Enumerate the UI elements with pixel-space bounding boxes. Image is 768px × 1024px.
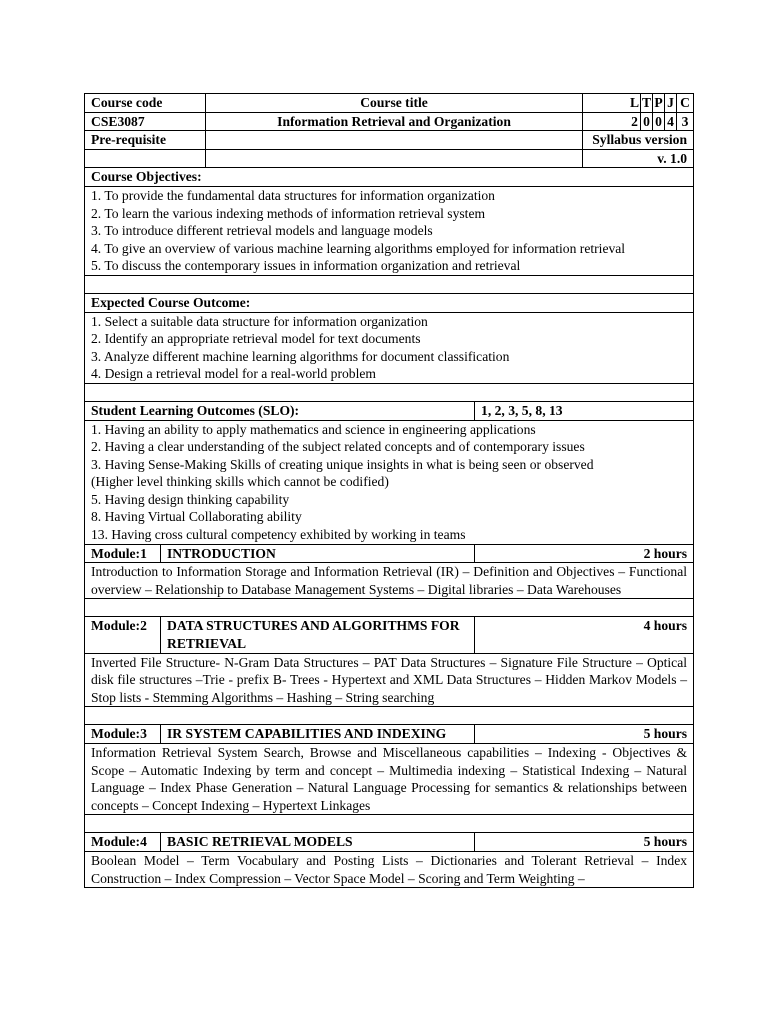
ltpjc-label: P: [652, 94, 664, 112]
slo-title: Student Learning Outcomes (SLO):: [85, 401, 475, 420]
list-item: 1. Having an ability to apply mathematics and science in engineering applications: [91, 421, 536, 437]
list-item: 1. To provide the fundamental data structures for information organization: [91, 187, 495, 203]
module-content: Information Retrieval System Search, Browse and Miscellaneous capabilities – Indexing - Objectives & Scope – Automatic Indexing by term and concept – Multimedia indexing – Statistical Indexing – Natural Language – Index Phase Generation – Natural Language Processing for semantics & relationships between concepts – Concept Indexing – Hypertext Linkages: [85, 744, 694, 815]
spacer-row: [85, 707, 694, 725]
ltpjc-value: 0: [640, 113, 652, 131]
list-item: 2. Identify an appropriate retrieval model for text documents: [91, 331, 421, 347]
list-item: 4. To give an overview of various machine learning algorithms employed for information retrieval: [91, 240, 626, 256]
module-hours: 5 hours: [475, 725, 694, 744]
slo-list: [85, 420, 694, 544]
module-hours: 4 hours: [475, 617, 694, 653]
list-item: 5. To discuss the contemporary issues in information organization and retrieval: [91, 258, 521, 274]
module-title: BASIC RETRIEVAL MODELS: [161, 833, 475, 852]
list-item: 3. Having Sense-Making Skills of creating unique insights in what is being seen or observed: [91, 456, 594, 472]
module-label: Module:4: [85, 833, 161, 852]
spacer-row: [85, 599, 694, 617]
list-item: 8. Having Virtual Collaborating ability: [91, 509, 302, 525]
empty-cell: [206, 149, 583, 168]
prerequisite-label: Pre-requisite: [85, 131, 206, 150]
ltpjc-label: C: [676, 94, 693, 112]
syllabus-document: [84, 93, 693, 888]
ltpjc-value: 4: [664, 113, 676, 131]
empty-cell: [85, 149, 206, 168]
module-content: Introduction to Information Storage and Information Retrieval (IR) – Definition and Objectives – Functional overview – Relationship to Database Management Systems – Digital libraries – Data Warehouses: [85, 563, 694, 599]
list-item: (Higher level thinking skills which cannot be codified): [91, 474, 389, 490]
course-title-label: Course title: [206, 94, 583, 113]
module-content: Inverted File Structure- N-Gram Data Structures – PAT Data Structures – Signature File Structure – Optical disk file structures –Trie - prefix B- Trees - Hypertext and XML Data Structures – Hidden Markov Models – Stop lists - Stemming Algorithms – Hashing – String searching: [85, 653, 694, 707]
course-code: CSE3087: [85, 112, 206, 131]
spacer-row: [85, 275, 694, 293]
module-hours: 5 hours: [475, 833, 694, 852]
spacer-row: [85, 815, 694, 833]
course-code-label: Course code: [85, 94, 206, 113]
ltpjc-label: L: [629, 95, 640, 110]
ltpjc-label: J: [664, 94, 676, 112]
list-item: 3. Analyze different machine learning algorithms for document classification: [91, 348, 510, 364]
ltpjc-labels: [583, 94, 694, 113]
ltpjc-value: 3: [676, 113, 693, 131]
ltpjc-values: [583, 112, 694, 131]
list-item: 3. To introduce different retrieval models and language models: [91, 223, 433, 239]
slo-codes: 1, 2, 3, 5, 8, 13: [475, 401, 694, 420]
ltpjc-value: 0: [652, 113, 664, 131]
list-item: 13. Having cross cultural competency exhibited by working in teams: [91, 527, 466, 543]
list-item: 4. Design a retrieval model for a real-world problem: [91, 366, 376, 382]
module-label: Module:3: [85, 725, 161, 744]
list-item: 5. Having design thinking capability: [91, 491, 290, 507]
ltpjc-label: T: [641, 95, 652, 110]
outcomes-list: [85, 312, 694, 383]
spacer-row: [85, 383, 694, 401]
module-title: DATA STRUCTURES AND ALGORITHMS FOR RETRIEVAL: [161, 617, 475, 653]
list-item: 2. Having a clear understanding of the subject related concepts and of contemporary issues: [91, 439, 585, 455]
module-hours: 2 hours: [475, 544, 694, 563]
course-title: Information Retrieval and Organization: [206, 112, 583, 131]
objectives-list: [85, 186, 694, 275]
outcomes-title: Expected Course Outcome:: [85, 293, 694, 312]
syllabus-version: v. 1.0: [583, 149, 694, 168]
module-label: Module:1: [85, 544, 161, 563]
syllabus-table: [84, 93, 694, 888]
module-title: IR SYSTEM CAPABILITIES AND INDEXING: [161, 725, 475, 744]
module-label: Module:2: [85, 617, 161, 653]
list-item: 1. Select a suitable data structure for information organization: [91, 313, 428, 329]
prerequisite-value: [206, 131, 583, 150]
module-content: Boolean Model – Term Vocabulary and Posting Lists – Dictionaries and Tolerant Retrieval – Index Construction – Index Compression – Vector Space Model – Scoring and Term Weighting –: [85, 851, 694, 887]
module-title: INTRODUCTION: [161, 544, 475, 563]
list-item: 2. To learn the various indexing methods of information retrieval system: [91, 205, 486, 221]
syllabus-version-label: Syllabus version: [583, 131, 694, 150]
objectives-title: Course Objectives:: [85, 168, 694, 187]
ltpjc-value: 2: [631, 113, 638, 129]
